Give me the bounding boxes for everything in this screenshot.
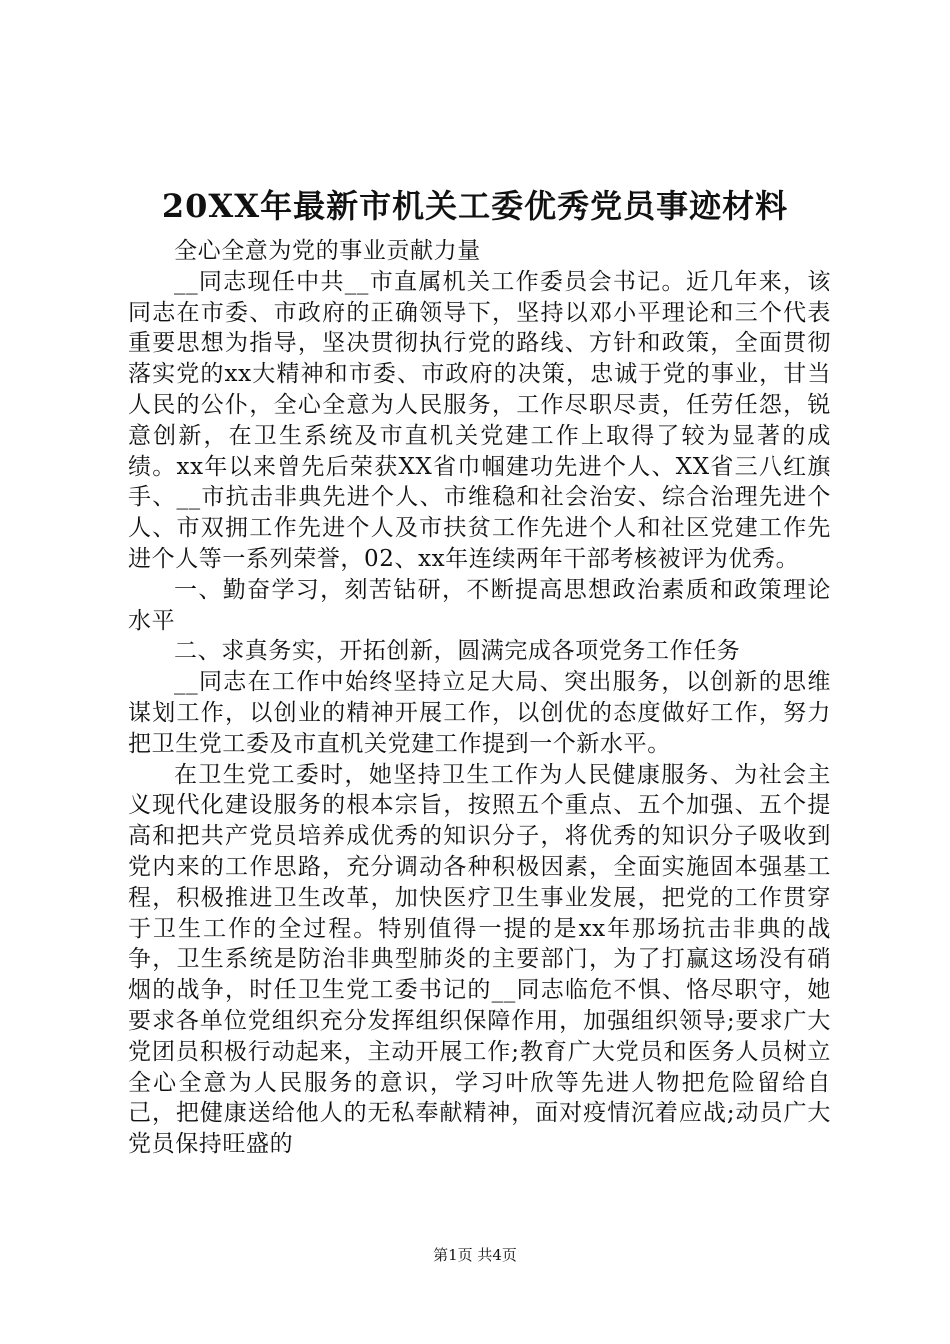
document-body xyxy=(128,236,831,1160)
document-title: 20XX年最新市机关工委优秀党员事迹材料 xyxy=(161,187,789,225)
subtitle-paragraph: 全心全意为党的事业贡献力量 xyxy=(174,238,481,264)
page-number-footer: 第1页 共4页 xyxy=(433,1246,517,1264)
body-paragraph: 在卫生党工委时，她坚持卫生工作为人民健康服务、为社会主义现代化建设服务的根本宗旨，按照五个重点、五个加强、五个提高和把共产党员培养成优秀的知识分子，将优秀的知识分子吸收到党内来的工作思路，充分调动各种积极因素，全面实施固本强基工程，积极推进卫生改革，加快医疗卫生事业发展，把党的工作贯穿于卫生工作的全过程。特别值得一提的是xx年那场抗击非典的战争，卫生系统是防治非典型肺炎的主要部门，为了打赢这场没有硝烟的战争，时任卫生党工委书记的__同志临危不惧、恪尽职守，她要求各单位党组织充分发挥组织保障作用，加强组织领导;要求广大党团员积极行动起来，主动开展工作;教育广大党员和医务人员树立全心全意为人民服务的意识，学习叶欣等先进人物把危险留给自己，把健康送给他人的无私奉献精神，面对疫情沉着应战;动员广大党员保持旺盛的 xyxy=(128,761,831,1158)
section-heading-1: 一、勤奋学习，刻苦钻研，不断提高思想政治素质和政策理论水平 xyxy=(128,576,831,634)
body-paragraph: __同志在工作中始终坚持立足大局、突出服务，以创新的思维谋划工作，以创业的精神开展工作，以创优的态度做好工作，努力把卫生党工委及市直机关党建工作提到一个新水平。 xyxy=(128,669,831,757)
body-paragraph: __同志现任中共__市直属机关工作委员会书记。近几年来，该同志在市委、市政府的正确领导下，坚持以邓小平理论和三个代表重要思想为指导，坚决贯彻执行党的路线、方针和政策，全面贯彻落实党的xx大精神和市委、市政府的决策，忠诚于党的事业，甘当人民的公仆，全心全意为人民服务，工作尽职尽责，任劳任怨，锐意创新，在卫生系统及市直机关党建工作上取得了较为显著的成绩。xx年以来曾先后荣获XX省巾帼建功先进个人、XX省三八红旗手、__市抗击非典先进个人、市维稳和社会治安、综合治理先进个人、市双拥工作先进个人及市扶贫工作先进个人和社区党建工作先进个人等一系列荣誉，02、xx年连续两年干部考核被评为优秀。 xyxy=(128,268,831,572)
section-heading-2: 二、求真务实，开拓创新，圆满完成各项党务工作任务 xyxy=(174,638,741,665)
